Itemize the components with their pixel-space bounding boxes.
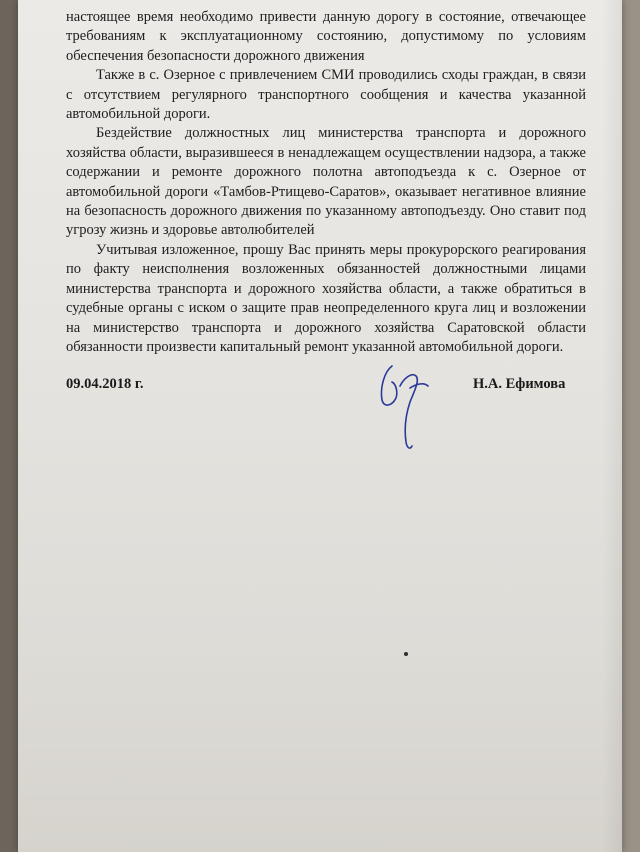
- document-page: [18, 0, 622, 852]
- handwritten-signature: [370, 358, 438, 458]
- document-body: [66, 8, 586, 357]
- document-date: 09.04.2018 г.: [66, 376, 144, 392]
- paragraph-3: Бездействие должностных лиц министерства транспорта и дорожного хозяйства области, выразившееся в ненадлежащем осуществлении надзора, а также содержании и ремонте дорожного полотна автоподъезда к с. Озерное от автомобильной дороги «Тамбов-Ртищево-Саратов», оказывает негативное влияние на безопасность дорожного движения по указанному автоподъезду. Оно ставит под угрозу жизнь и здоровье автолюбителей: [66, 125, 586, 239]
- paragraph-1: настоящее время необходимо привести данную дорогу в состояние, отвечающее требованиям к эксплуатационному состоянию, допустимому по условиям обеспечения безопасности дорожного движения: [66, 9, 586, 64]
- paragraph-4: Учитывая изложенное, прошу Вас принять меры прокурорского реагирования по факту неисполнения возложенных обязанностей должностными лицами министерства транспорта и дорожного хозяйства области, а также обратиться в судебные органы с иском о защите прав неопределенного круга лиц и возложении на министерство транспорта и дорожного хозяйства Саратовской области обязанности произвести капитальный ремонт указанной автомобильной дороги.: [66, 241, 586, 355]
- paragraph-2: Также в с. Озерное с привлечением СМИ проводились сходы граждан, в связи с отсутствием регулярного транспортного сообщения и качества указанной автомобильной дороги.: [66, 67, 586, 123]
- paper-speck: [404, 652, 408, 656]
- page-shadow: [602, 0, 622, 852]
- signatory-name: Н.А. Ефимова: [473, 376, 566, 392]
